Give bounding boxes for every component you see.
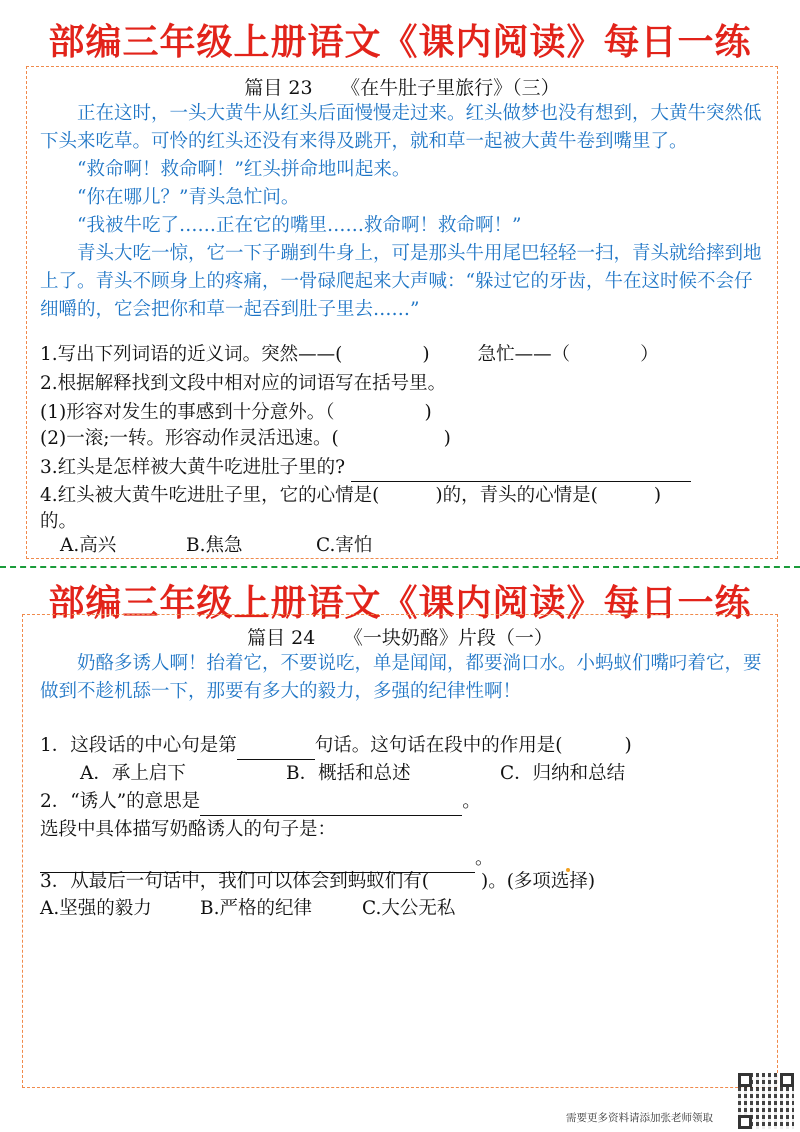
question-text: )。(多项选择) <box>481 871 596 892</box>
question-text: )的，青头的心情是( <box>435 485 598 506</box>
question-text: 3.红头是怎样被大黄牛吃进肚子里的? <box>40 457 346 478</box>
question-text: 。 <box>475 848 494 869</box>
passage-paragraph: 奶酪多诱人啊！抬着它，不要说吃，单是闻闻，都要淌口水。小蚂蚁们嘴叼着它，要做到不趁机舔一下，那要有多大的毅力，多强的纪律性啊！ <box>40 653 762 702</box>
question-text: 句话。这句话在段中的作用是( <box>314 735 563 756</box>
option-b[interactable]: B．概括和总述 <box>286 763 411 784</box>
answer-line[interactable] <box>200 795 462 816</box>
option-b[interactable]: B.严格的纪律 <box>200 898 312 919</box>
page-title-1: 部编三年级上册语文《课内阅读》每日一练 <box>48 21 752 63</box>
passage-paragraph: “我被牛吃了……正在它的嘴里……救命啊！救命啊！” <box>77 215 522 236</box>
question-2-1 <box>40 399 432 427</box>
question-4 <box>40 482 661 510</box>
passage-paragraph: 正在这时，一头大黄牛从红头后面慢慢走过来。红头做梦也没有想到，大黄牛突然低下头来吃草。可怜的红头还没有来得及跳开，就和草一起被大黄牛卷到嘴里了。 <box>40 103 762 152</box>
page-title-2: 部编三年级上册语文《课内阅读》每日一练 <box>48 582 752 624</box>
question-2: 2.根据解释找到文段中相对应的词语写在括号里。 <box>40 373 447 394</box>
bracket: ) <box>653 485 662 506</box>
question-24-3-options <box>40 895 455 923</box>
bracket: ) <box>424 402 432 423</box>
question-text: 2．“诱人”的意思是 <box>40 791 201 812</box>
passage-paragraph: 青头大吃一惊，它一下子蹦到牛身上，可是那头牛用尾巴轻轻一扫，青头就给摔到地上了。青头不顾身上的疼痛，一骨碌爬起来大声喊：“躲过它的牙齿，牛在这时候不会仔细嚼的，它会把你和草一起吞到肚子里去……” <box>40 243 762 320</box>
question-text: (1)形容对发生的事感到十分意外。（ <box>40 402 335 423</box>
bracket: ） <box>640 344 659 365</box>
answer-line[interactable] <box>351 461 691 482</box>
bracket: ) <box>443 428 451 449</box>
footer-note: 需要更多资料请添加张老师领取 <box>566 1112 713 1124</box>
option-c[interactable]: C.大公无私 <box>362 898 456 919</box>
question-24-1 <box>40 732 632 760</box>
question-24-3 <box>40 868 595 896</box>
option-a[interactable]: A.坚强的毅力 <box>40 898 152 919</box>
question-24-2-sub: 选段中具体描写奶酪诱人的句子是： <box>40 819 337 840</box>
question-4-options <box>60 532 372 560</box>
question-text: 急忙——（ <box>477 344 571 365</box>
question-2-2 <box>40 425 451 453</box>
bracket: ) <box>422 344 430 365</box>
question-3 <box>40 454 691 482</box>
question-24-1-options <box>80 760 625 788</box>
section-subtitle-24: 篇目 24 《一块奶酪》片段（一） <box>247 627 553 649</box>
option-c[interactable]: C．归纳和总结 <box>500 763 626 784</box>
question-text: (2)一滚;一转。形容动作灵活迅速。( <box>40 428 339 449</box>
qr-code-icon <box>738 1073 794 1129</box>
question-text: 1．这段话的中心句是第 <box>40 735 237 756</box>
option-a[interactable]: A．承上启下 <box>80 763 186 784</box>
option-b[interactable]: B.焦急 <box>186 535 243 556</box>
passage-24 <box>40 650 772 706</box>
section-divider <box>0 566 800 568</box>
option-a[interactable]: A.高兴 <box>60 535 117 556</box>
option-c[interactable]: C.害怕 <box>316 535 373 556</box>
question-24-2 <box>40 788 481 816</box>
bracket: ) <box>624 735 632 756</box>
question-4-end: 的。 <box>40 511 78 532</box>
question-text: 3．从最后一句话中，我们可以体会到蚂蚁们有( <box>40 871 429 892</box>
question-text: 1.写出下列词语的近义词。突然——( <box>40 344 343 365</box>
question-1 <box>40 341 659 369</box>
question-text: 4.红头被大黄牛吃进肚子里，它的心情是( <box>40 485 380 506</box>
passage-23 <box>40 100 770 324</box>
section-subtitle-23: 篇目 23 《在牛肚子里旅行》（三） <box>244 77 560 99</box>
passage-paragraph: “你在哪儿？”青头急忙问。 <box>77 187 300 208</box>
passage-paragraph: “救命啊！救命啊！”红头拼命地叫起来。 <box>77 159 411 180</box>
answer-line[interactable] <box>237 739 315 760</box>
question-text: 。 <box>462 791 481 812</box>
